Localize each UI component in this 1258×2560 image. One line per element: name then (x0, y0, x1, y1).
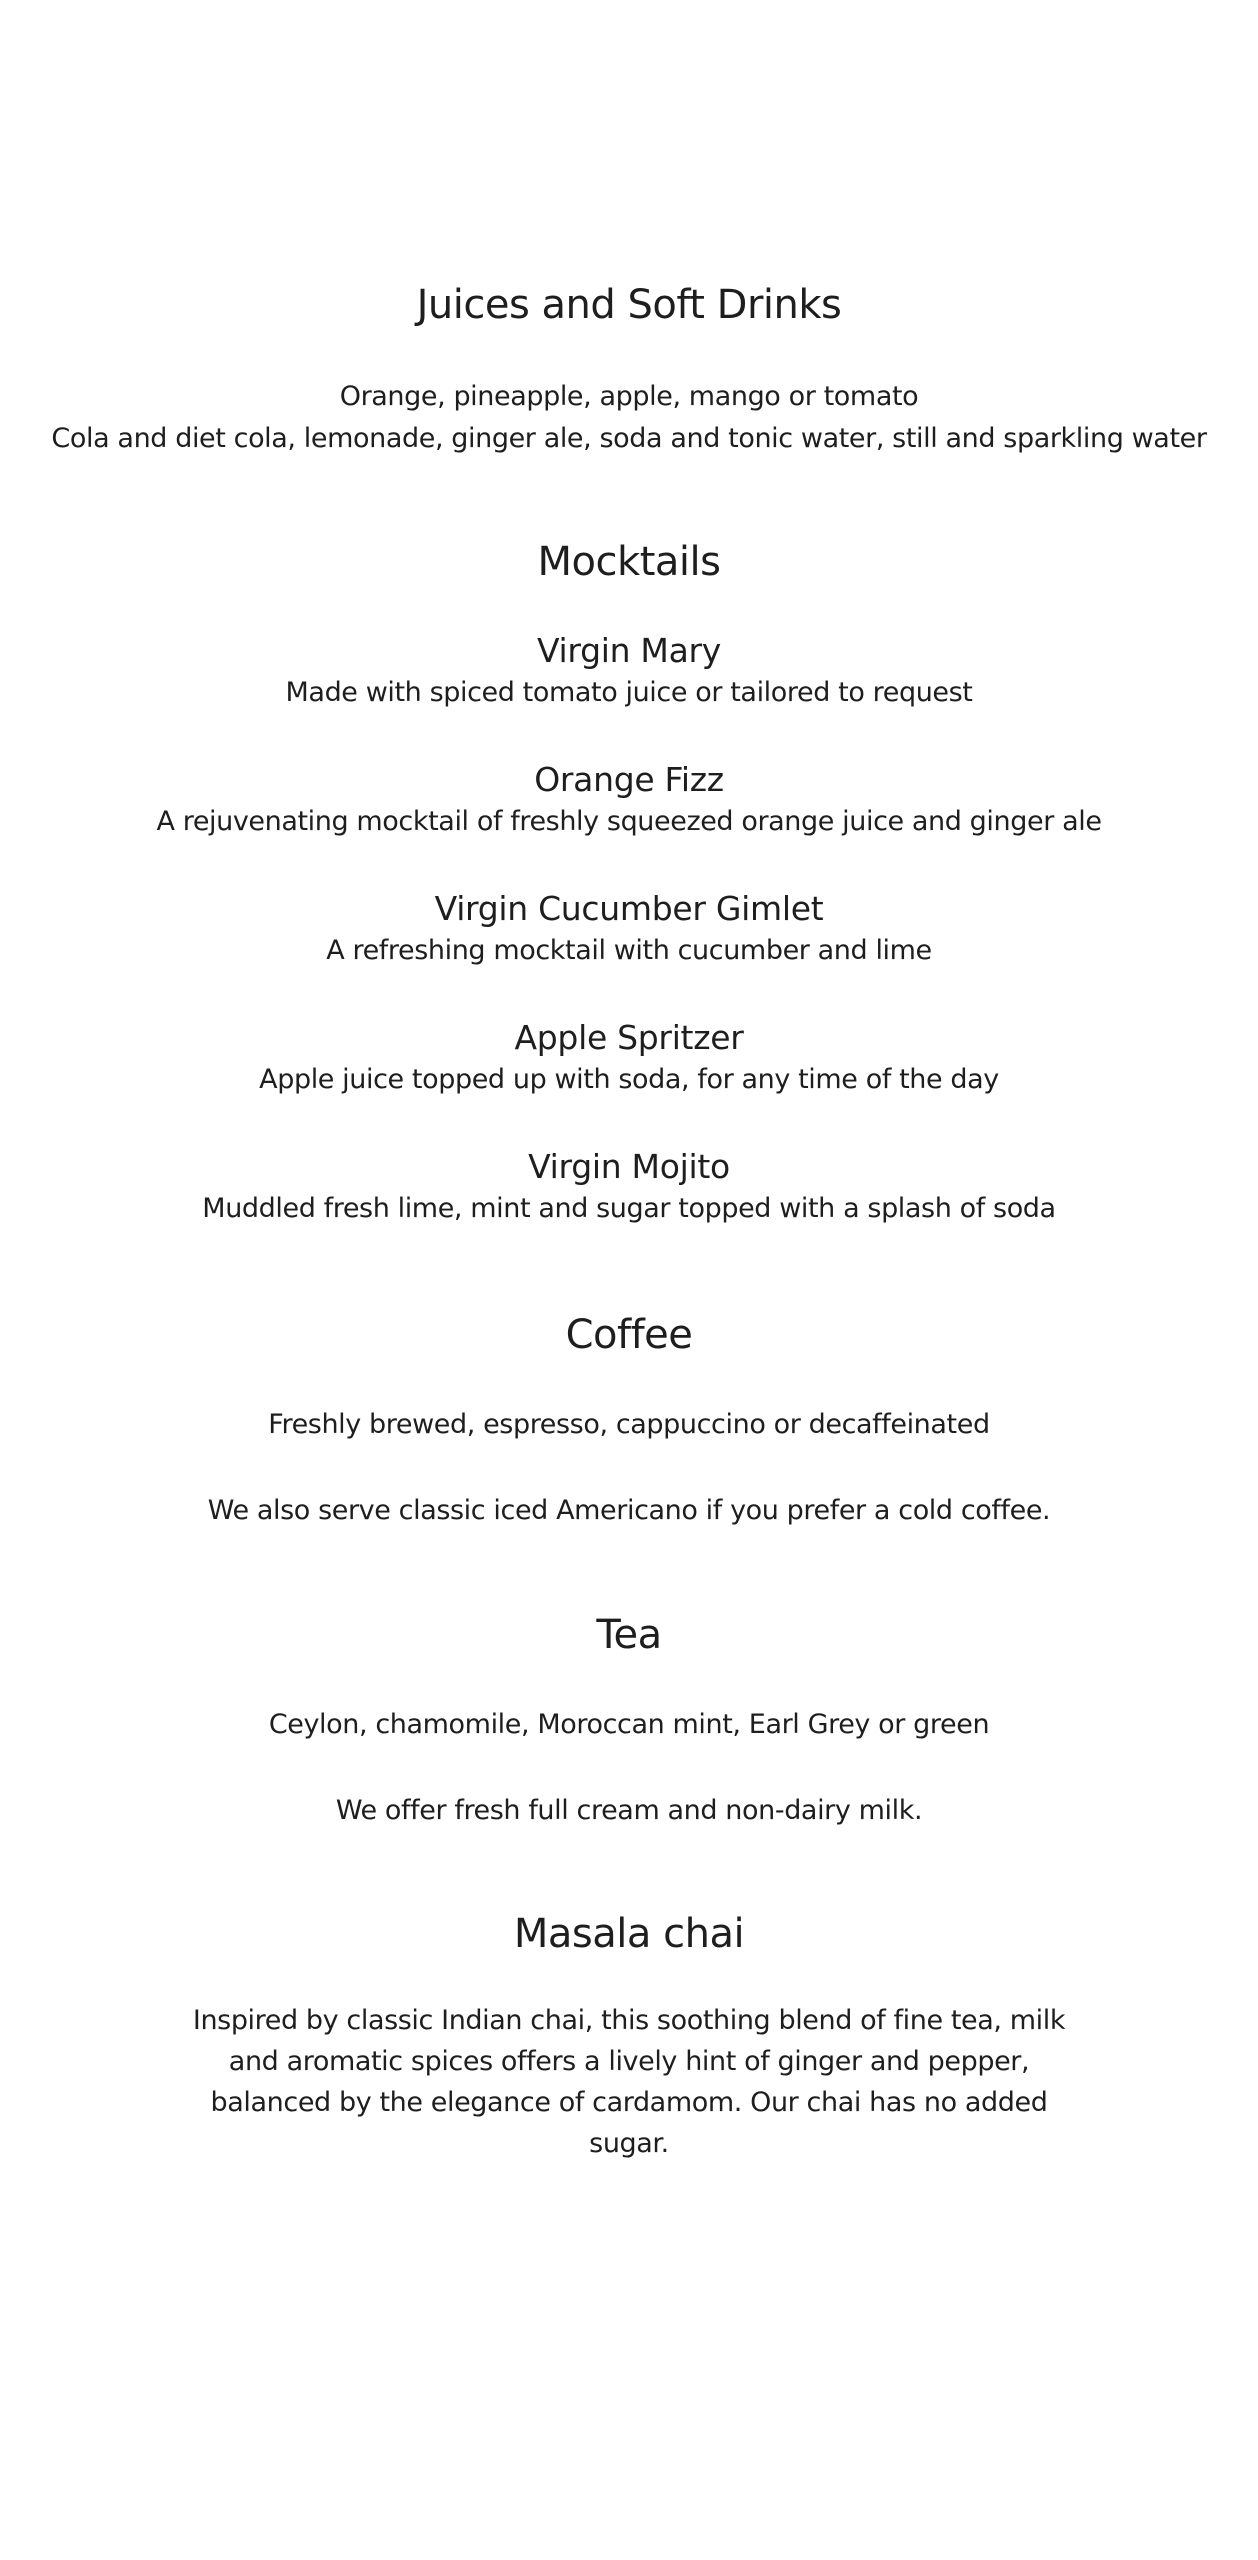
mocktails-section (0, 537, 1258, 587)
coffee-section (0, 1310, 1258, 1360)
juices-heading: Juices and Soft Drinks (416, 282, 842, 328)
mocktail-item (0, 1017, 1258, 1101)
mocktail-description: A rejuvenating mocktail of freshly squeezed orange juice and ginger ale (156, 806, 1102, 837)
mocktail-item (0, 759, 1258, 843)
juices-line: Orange, pineapple, apple, mango or tomato (339, 381, 919, 412)
mocktail-name: Orange Fizz (534, 760, 724, 799)
mocktail-description: Made with spiced tomato juice or tailored to request (285, 677, 973, 708)
mocktail-name: Virgin Mary (536, 631, 722, 670)
tea-section (0, 1610, 1258, 1660)
mocktail-name: Virgin Mojito (528, 1147, 730, 1186)
mocktail-item (0, 630, 1258, 714)
coffee-heading: Coffee (565, 1312, 693, 1358)
mocktail-description: Muddled fresh lime, mint and sugar topped with a splash of soda (202, 1193, 1056, 1224)
coffee-options (0, 1404, 1258, 1446)
mocktail-description: A refreshing mocktail with cucumber and lime (326, 935, 932, 966)
tea-options (0, 1704, 1258, 1746)
mocktail-item (0, 1146, 1258, 1230)
mocktail-item (0, 888, 1258, 972)
masala-chai-text: Inspired by classic Indian chai, this soothing blend of fine tea, milk and aromatic spices offers a lively hint of ginger and pepper, balanced by the elegance of cardamom. Our chai has no added sugar. (192, 2005, 1066, 2159)
mocktail-description: Apple juice topped up with soda, for any time of the day (259, 1064, 999, 1095)
coffee-note-text: We also serve classic iced Americano if you prefer a cold coffee. (207, 1495, 1051, 1526)
tea-options-text: Ceylon, chamomile, Moroccan mint, Earl Grey or green (268, 1709, 990, 1740)
coffee-note (0, 1490, 1258, 1532)
coffee-options-text: Freshly brewed, espresso, cappuccino or decaffeinated (268, 1409, 990, 1440)
masala-chai-description (0, 2000, 1258, 2164)
mocktail-name: Apple Spritzer (514, 1018, 744, 1057)
tea-note-text: We offer fresh full cream and non-dairy milk. (335, 1795, 923, 1826)
juices-list (0, 376, 1258, 460)
mocktail-name: Virgin Cucumber Gimlet (434, 889, 824, 928)
masala-chai-section (0, 1909, 1258, 1959)
soft-drinks-line: Cola and diet cola, lemonade, ginger ale, soda and tonic water, still and sparkling water (51, 423, 1207, 454)
mocktails-heading: Mocktails (537, 539, 721, 585)
tea-heading: Tea (596, 1612, 662, 1658)
tea-note (0, 1790, 1258, 1832)
masala-chai-heading: Masala chai (513, 1911, 745, 1957)
juices-section (0, 280, 1258, 330)
